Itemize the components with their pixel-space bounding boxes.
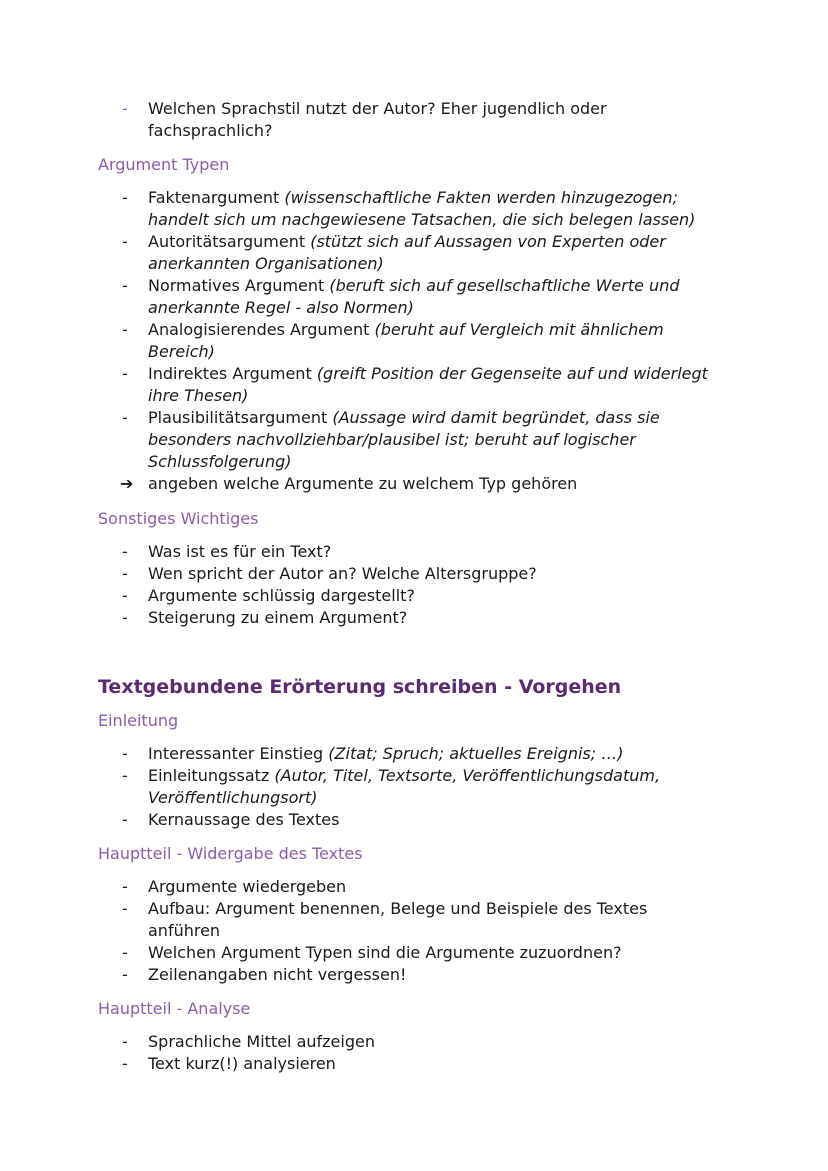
list-item <box>0 563 828 585</box>
item-note: (greift Position der Gegenseite auf und widerlegt ihre Thesen) <box>148 364 708 405</box>
list-item-text: Steigerung zu einem Argument? <box>148 608 408 627</box>
subheading-sonstiges: Sonstiges Wichtiges <box>98 509 259 528</box>
bullet-dash: - <box>122 586 128 605</box>
bullet-dash: - <box>122 408 128 427</box>
bullet-dash: - <box>122 1054 128 1073</box>
bullet-dash: - <box>122 1032 128 1051</box>
list-item <box>0 607 828 629</box>
item-term: Plausibilitätsargument <box>148 408 328 427</box>
bullet-dash: - <box>122 608 128 627</box>
subheading-einleitung: Einleitung <box>98 711 179 730</box>
item-note: (Aussage wird damit begründet, dass sie besonders nachvollziehbar/plausibel ist; beruht auf logischer Schlussfolgerung) <box>148 408 660 471</box>
bullet-dash: - <box>122 564 128 583</box>
list-item-text: Wen spricht der Autor an? Welche Altersgruppe? <box>148 564 537 583</box>
list-item-text: Zeilenangaben nicht vergessen! <box>148 965 407 984</box>
item-note: (Autor, Titel, Textsorte, Veröffentlichungsdatum, Veröffentlichungsort) <box>148 766 661 807</box>
bullet-dash: - <box>122 188 128 207</box>
list-item <box>0 585 828 607</box>
list-item-text: Aufbau: Argument benennen, Belege und Beispiele des Textes anführen <box>148 899 648 940</box>
list-item <box>0 898 828 942</box>
item-term: Kernaussage des Textes <box>148 810 340 829</box>
item-note: (wissenschaftliche Fakten werden hinzugezogen; handelt sich um nachgewiesene Tatsachen, die sich belegen lassen) <box>148 188 696 229</box>
list-item <box>0 541 828 563</box>
section-title: Textgebundene Erörterung schreiben - Vorgehen <box>98 676 622 698</box>
list-item <box>0 1053 828 1075</box>
list-item <box>0 275 828 319</box>
item-term: Indirektes Argument <box>148 364 312 383</box>
item-note: (stützt sich auf Aussagen von Experten oder anerkannten Organisationen) <box>148 232 666 273</box>
hauptteil-analyse-list <box>0 1031 828 1075</box>
hauptteil-widergabe-list <box>0 876 828 986</box>
list-item-text: Argumente wiedergeben <box>148 877 347 896</box>
list-item-arrow <box>0 473 828 495</box>
bullet-dash: - <box>122 943 128 962</box>
item-term: Faktenargument <box>148 188 280 207</box>
bullet-dash: - <box>122 810 128 829</box>
bullet-dash: - <box>122 542 128 561</box>
item-term: Autoritätsargument <box>148 232 306 251</box>
subheading-hauptteil-analyse: Hauptteil - Analyse <box>98 999 251 1018</box>
bullet-dash: - <box>122 276 128 295</box>
bullet-dash: - <box>122 766 128 785</box>
list-item-text: Welchen Argument Typen sind die Argumente zuzuordnen? <box>148 943 622 962</box>
bullet-dash: - <box>122 899 128 918</box>
bullet-dash: - <box>122 232 128 251</box>
einleitung-list <box>0 743 828 831</box>
item-term: Einleitungssatz <box>148 766 270 785</box>
subheading-hauptteil-widergabe: Hauptteil - Widergabe des Textes <box>98 844 363 863</box>
list-item <box>0 1031 828 1053</box>
item-term: Normatives Argument <box>148 276 325 295</box>
list-item-text: Text kurz(!) analysieren <box>148 1054 336 1073</box>
list-item-text: Sprachliche Mittel aufzeigen <box>148 1032 375 1051</box>
list-item-text: Welchen Sprachstil nutzt der Autor? Eher jugendlich oder fachsprachlich? <box>148 99 607 140</box>
list-item <box>0 363 828 407</box>
bullet-dash: - <box>122 320 128 339</box>
list-item <box>0 187 828 231</box>
subheading-argument-typen: Argument Typen <box>98 155 230 174</box>
item-note: (beruft sich auf gesellschaftliche Werte und anerkannte Regel - also Normen) <box>148 276 680 317</box>
list-item <box>0 231 828 275</box>
list-item <box>0 942 828 964</box>
list-item-text: Was ist es für ein Text? <box>148 542 332 561</box>
item-note: (beruht auf Vergleich mit ähnlichem Bereich) <box>148 320 664 361</box>
bullet-dash: - <box>122 877 128 896</box>
list-item <box>0 876 828 898</box>
list-item <box>0 407 828 473</box>
argument-typen-list <box>0 187 828 495</box>
top-list <box>0 98 828 142</box>
bullet-dash: - <box>122 364 128 383</box>
sonstiges-list <box>0 541 828 629</box>
list-item <box>0 809 828 831</box>
list-item <box>0 964 828 986</box>
bullet-dash: - <box>122 965 128 984</box>
item-term: Interessanter Einstieg <box>148 744 324 763</box>
list-item <box>0 98 828 142</box>
bullet-dash: - <box>122 99 128 118</box>
item-note: (Zitat; Spruch; aktuelles Ereignis; …) <box>328 744 624 763</box>
bullet-dash: - <box>122 744 128 763</box>
list-item <box>0 743 828 765</box>
arrow-icon: ➔ <box>120 474 134 493</box>
list-item <box>0 765 828 809</box>
list-item-text: Argumente schlüssig dargestellt? <box>148 586 415 605</box>
arrow-item-text: angeben welche Argumente zu welchem Typ gehören <box>148 474 578 493</box>
list-item <box>0 319 828 363</box>
item-term: Analogisierendes Argument <box>148 320 370 339</box>
